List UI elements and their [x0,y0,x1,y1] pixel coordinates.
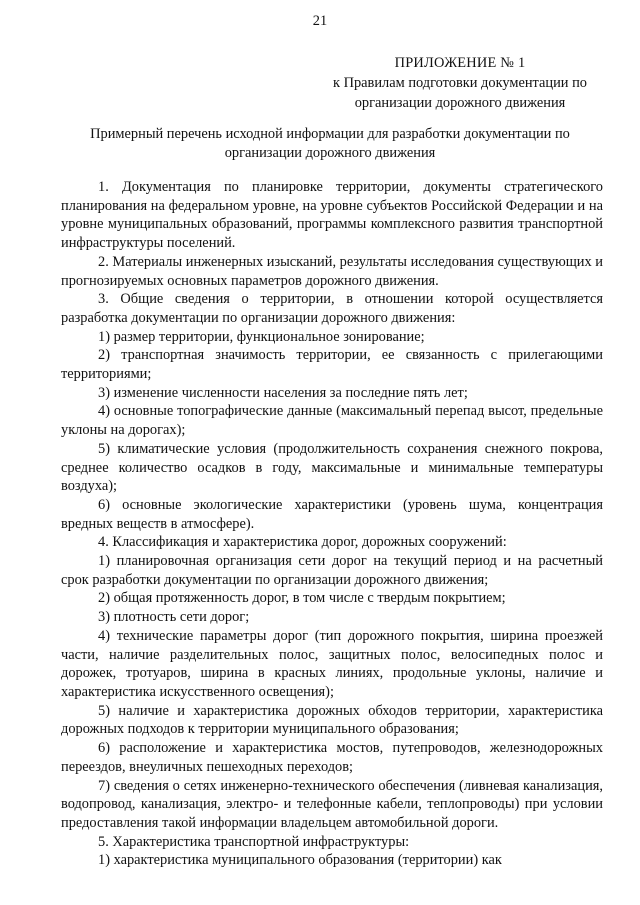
paragraph: 3. Общие сведения о территории, в отношении которой осуществляется разработка документации по организации дорожного движения: [61,291,603,326]
document-heading [60,125,600,163]
paragraph: 3) плотность сети дорог; [98,609,250,626]
paragraph: 4. Классификация и характеристика дорог, дорожных сооружений: [98,534,507,551]
paragraph: 5) наличие и характеристика дорожных обходов территории, характеристика дорожных подходов к территории муниципального образования; [61,702,603,738]
heading-line: организации дорожного движения [224,145,436,161]
paragraph: 2) общая протяженность дорог, в том числе с твердым покрытием; [98,590,506,607]
paragraph: 2) транспортная значимость территории, ее связанность с прилегающими территориями; [61,347,603,383]
paragraph: 5) климатические условия (продолжительность сохранения снежного покрова, среднее количество осадков в году, максимальные и минимальные температуры воздуха); [61,440,603,495]
appendix-subtitle-line: к Правилам подготовки документации по [332,75,588,91]
paragraph: 3) изменение численности населения за последние пять лет; [98,384,468,401]
paragraph: 1) планировочная организация сети дорог на текущий период и на расчетный срок разработки документации по организации дорожного движения; [61,553,603,588]
paragraph: 1) характеристика муниципального образования (территории) как [98,852,502,869]
paragraph: 5. Характеристика транспортной инфраструктуры: [98,833,410,850]
paragraph: 4) технические параметры дорог (тип дорожного покрытия, ширина проезжей части, наличие разделительных полос, защитных полос, велосипедных полос и дорожек, тротуаров, ширина в красных линиях, продольные уклоны, наличие и характеристика искусственного освещения); [61,627,603,700]
page-number: 21 [312,13,328,29]
appendix-subtitle-line: организации дорожного движения [354,94,566,111]
paragraph: 6) основные экологические характеристики (уровень шума, концентрация вредных веществ в атмосфере). [61,496,603,532]
paragraph: 6) расположение и характеристика мостов, путепроводов, железнодорожных переездов, внеуличных пешеходных переходов; [61,740,603,775]
heading-line: Примерный перечень исходной информации для разработки документации по [90,126,570,142]
paragraph: 2. Материалы инженерных изысканий, результаты исследования существующих и прогнозируемых основных параметров дорожного движения. [61,253,603,289]
paragraph: 4) основные топографические данные (максимальный перепад высот, предельные уклоны на дорогах); [61,403,603,439]
paragraph: 1. Документация по планировке территории, документы стратегического планирования на федеральном уровне, на уровне субъектов Российской Федерации и на уровне муниципальных образований, программы комплексного развития транспортной инфраструктуры поселений. [61,179,603,252]
appendix-title: ПРИЛОЖЕНИЕ № 1 [394,55,526,71]
paragraph: 7) сведения о сетях инженерно-технического обеспечения (ливневая канализация, водопровод, канализация, электро- и телефонные кабели, теплопроводы) при условии предоставления такой информации владельцем автомобильной дороги. [61,777,603,831]
paragraph: 1) размер территории, функциональное зонирование; [98,328,425,345]
appendix-subtitle [330,74,590,113]
document-body [61,178,603,870]
